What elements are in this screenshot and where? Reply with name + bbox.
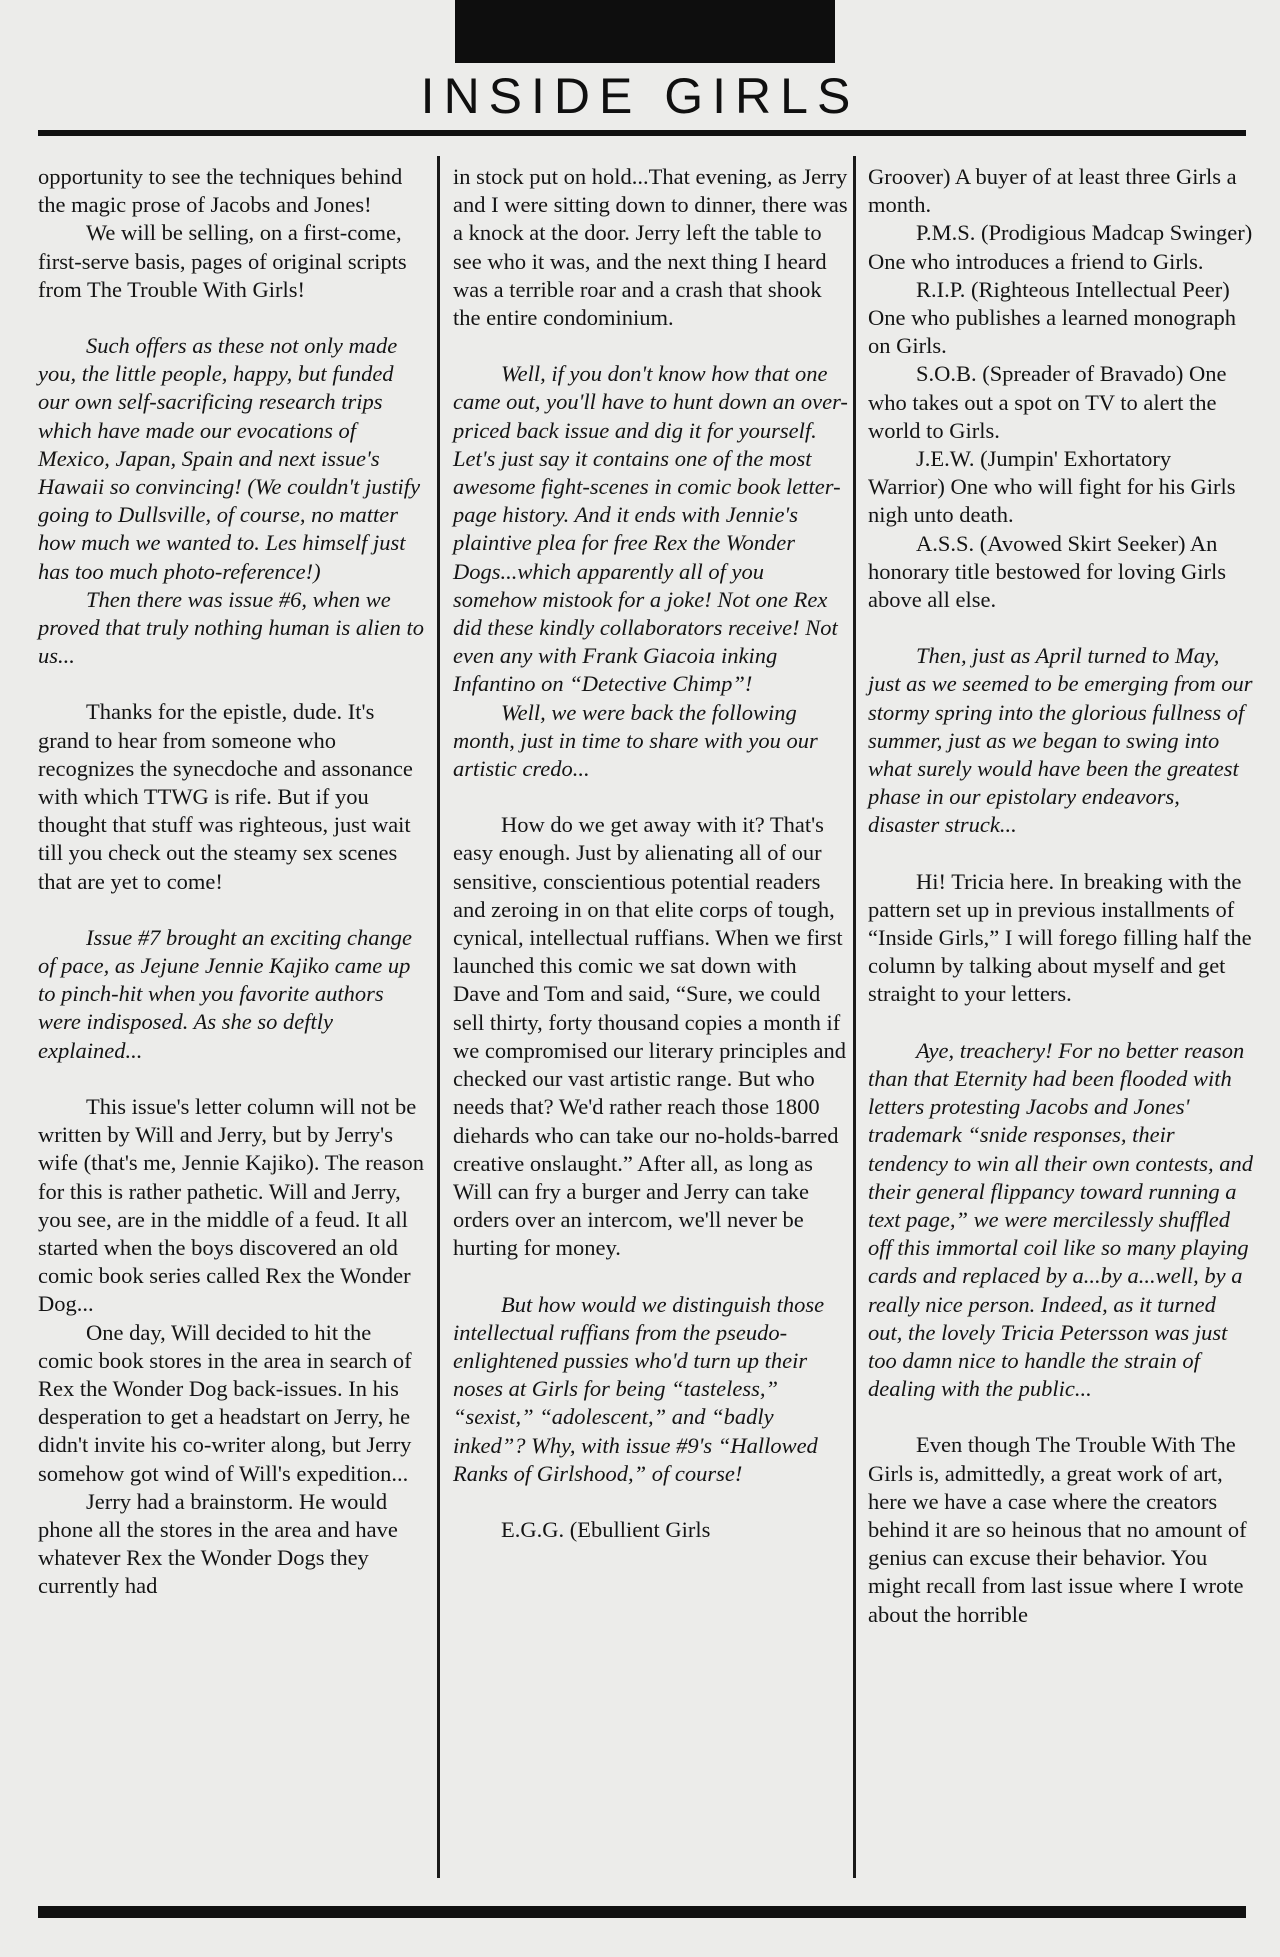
paragraph: S.O.B. (Spreader of Bravado) One who takes out a spot on TV to alert the world to Girls. xyxy=(868,361,1227,443)
paragraph: Well, if you don't know how that one came out, you'll have to hunt down an over-priced back issue and dig it for yourself. Let's just say it contains one of the most awesome fight-scenes in comic book letter-page history. And it ends with Jennie's plaintive plea for free Rex the Wonder Dogs...which apparently all of you somehow mistook for a joke! Not one Rex did these kindly collaborators receive! Not even any with Frank Giacoia inking Infantino on “Detective Chimp”! xyxy=(453,361,848,697)
paragraph: R.I.P. (Righteous Intellectual Peer) One who publishes a learned monograph on Girls. xyxy=(868,276,1237,359)
paragraph: in stock put on hold...That evening, as Jerry and I were sitting down to dinner, there was a knock at the door. Jerry left the table to see who it was, and the next thing I heard was a terrible roar and a crash that shook the entire condominium. xyxy=(453,164,848,331)
column-3 xyxy=(868,163,1253,1629)
page-title: INSIDE GIRLS xyxy=(420,68,860,124)
paragraph: Thanks for the epistle, dude. It's grand to hear from someone who recognizes the synecdoche and assonance with which TTWG is rife. But if you thought that stuff was righteous, just wait till you check out the steamy sex scenes that are yet to come! xyxy=(38,699,413,894)
paragraph: Even though The Trouble With The Girls is, admittedly, a great work of art, here we have a case where the creators behind it are so heinous that no amount of genius can excuse their behavior. You might recall from last issue where I wrote about the horrible xyxy=(868,1432,1247,1627)
header-black-bar xyxy=(455,0,835,63)
paragraph: One day, Will decided to hit the comic book stores in the area in search of Rex the Wonder Dog back-issues. In his desperation to get a headstart on Jerry, he didn't invite his co-writer along, but Jerry somehow got wind of Will's expedition... xyxy=(38,1319,412,1486)
paragraph: But how would we distinguish those intellectual ruffians from the pseudo-enlightened pussies who'd turn up their noses at Girls for being “tasteless,” “sexist,” “adolescent,” and “badly inked”? Why, with issue #9's “Hallowed Ranks of Girlshood,” of course! xyxy=(453,1291,825,1486)
paragraph: Well, we were back the following month, just in time to share with you our artistic credo... xyxy=(453,699,818,782)
paragraph: Jerry had a brainstorm. He would phone all the stores in the area and have whatever Rex the Wonder Dogs they currently had xyxy=(38,1488,398,1599)
paragraph: Aye, treachery! For no better reason than that Eternity had been flooded with letters protesting Jacobs and Jones' trademark “snide responses, their tendency to win all their own contests, and their general flippancy toward running a text page,” we were mercilessly shuffled off this immortal coil like so many playing cards and replaced by a...by a...well, by a really nice person. Indeed, as it turned out, the lovely Tricia Petersson was just too damn nice to handle the strain of dealing with the public... xyxy=(868,1037,1253,1402)
paragraph: Then, just as April turned to May, just as we seemed to be emerging from our stormy spring into the glorious fullness of summer, just as we began to swing into what surely would have been the greatest phase in our epistolary endeavors, disaster struck... xyxy=(868,643,1253,838)
column-1 xyxy=(38,163,428,1601)
paragraph: J.E.W. (Jumpin' Exhortatory Warrior) One who will fight for his Girls nigh unto death. xyxy=(868,446,1236,528)
column-divider xyxy=(853,156,856,1878)
bottom-rule xyxy=(38,1906,1246,1918)
top-rule xyxy=(38,130,1246,136)
paragraph: Issue #7 brought an exciting change of pace, as Jejune Jennie Kajiko came up to pinch-hit when you favorite authors were indisposed. As she so deftly explained... xyxy=(38,924,412,1063)
column-divider xyxy=(437,156,440,1878)
paragraph: Hi! Tricia here. In breaking with the pattern set up in previous installments of “Inside Girls,” I will forego filling half the column by talking about myself and get straight to your letters. xyxy=(868,868,1252,1007)
paragraph: We will be selling, on a first-come, first-serve basis, pages of original scripts from The Trouble With Girls! xyxy=(38,220,407,302)
column-2 xyxy=(453,163,848,1544)
paragraph: This issue's letter column will not be written by Will and Jerry, but by Jerry's wife (that's me, Jennie Kajiko). The reason for this is rather pathetic. Will and Jerry, you see, are in the middle of a feud. It all started when the boys discovered an old comic book series called Rex the Wonder Dog... xyxy=(38,1093,425,1317)
paragraph: opportunity to see the techniques behind the magic prose of Jacobs and Jones! xyxy=(38,164,403,218)
paragraph: Groover) A buyer of at least three Girls a month. xyxy=(868,164,1237,218)
paragraph: A.S.S. (Avowed Skirt Seeker) An honorary title bestowed for loving Girls above all else. xyxy=(868,530,1227,613)
paragraph: E.G.G. (Ebullient Girls xyxy=(501,1516,711,1542)
paragraph: Then there was issue #6, when we proved that truly nothing human is alien to us... xyxy=(38,586,425,669)
paragraph: Such offers as these not only made you, the little people, happy, but funded our own self-sacrificing research trips which have made our evocations of Mexico, Japan, Spain and next issue's Hawaii so convincing! (We couldn't justify going to Dullsville, of course, no matter how much we wanted to. Les himself just has too much photo-reference!) xyxy=(38,333,421,584)
paragraph: P.M.S. (Prodigious Madcap Swinger) One who introduces a friend to Girls. xyxy=(868,220,1253,274)
paragraph: How do we get away with it? That's easy enough. Just by alienating all of our sensitive, conscientious potential readers and zeroing in on that elite corps of tough, cynical, intellectual ruffians. When we first launched this comic we sat down with Dave and Tom and said, “Sure, we could sell thirty, forty thousand copies a month if we compromised our literary principles and checked our vast artistic range. But who needs that? We'd rather reach those 1800 diehards who can take our no-holds-barred creative onslaught.” After all, as long as Will can fry a burger and Jerry can take orders over an intercom, we'll never be hurting for money. xyxy=(453,812,847,1261)
